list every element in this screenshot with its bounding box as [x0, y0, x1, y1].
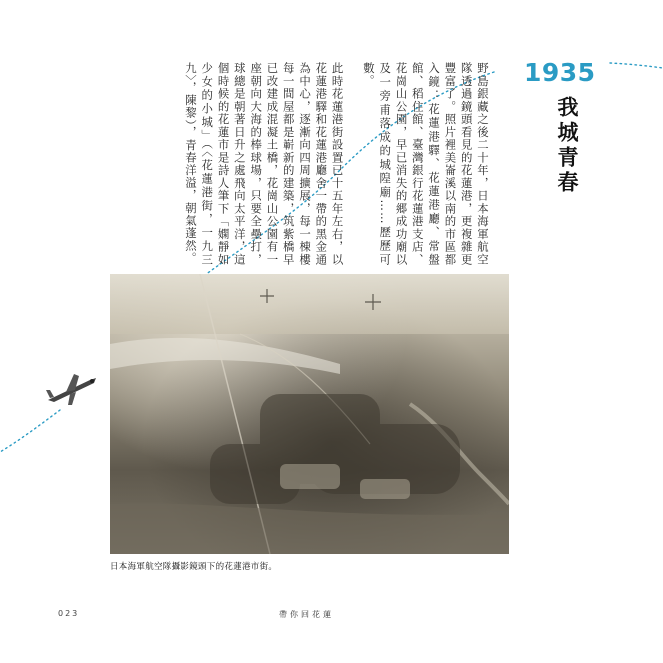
aerial-photo [110, 274, 509, 554]
body-text [168, 62, 491, 266]
chapter-year: 1935 [524, 58, 596, 87]
photo-caption: 日本海軍航空隊攝影鏡頭下的花蓮港市街。 [110, 562, 278, 572]
paragraph-2: 此時花蓮港街設置已十五年左右，以花蓮港驛和花蓮港廳舍一帶的黑金通為中心，逐漸向四周擴展，每一棟樓每一間屋都是嶄新的建築，筑紫橋早已改建成混凝土橋，花崗山公園有一座朝向大海的棒球場，只要全壘打，球總是朝著日升之處飛向太平洋，這個時候的花蓮市是詩人筆下「嫻靜如少女的小城」（〈花蓮港街，一九三九〉，陳黎），青春洋溢，朝氣蓬然。 [183, 62, 345, 266]
chapter-title: 我城青春 [555, 96, 579, 196]
airplane-icon [44, 370, 100, 408]
paragraph-1: 野島銀藏之後二十年，日本海軍航空隊透過鏡頭看見的花蓮港，更複雜更豐富了。照片裡美崙溪以南的市區都入鏡：花蓮港驛、花蓮港廳、常盤館、稻住館、臺灣銀行花蓮港支店、花崗山公園，早已消失的郷成功廟以及一旁甫落成的城隍廟……歷歷可數。 [361, 62, 490, 266]
running-head: 帶你回花蓮 [279, 610, 334, 619]
page-number: 023 [58, 609, 80, 618]
